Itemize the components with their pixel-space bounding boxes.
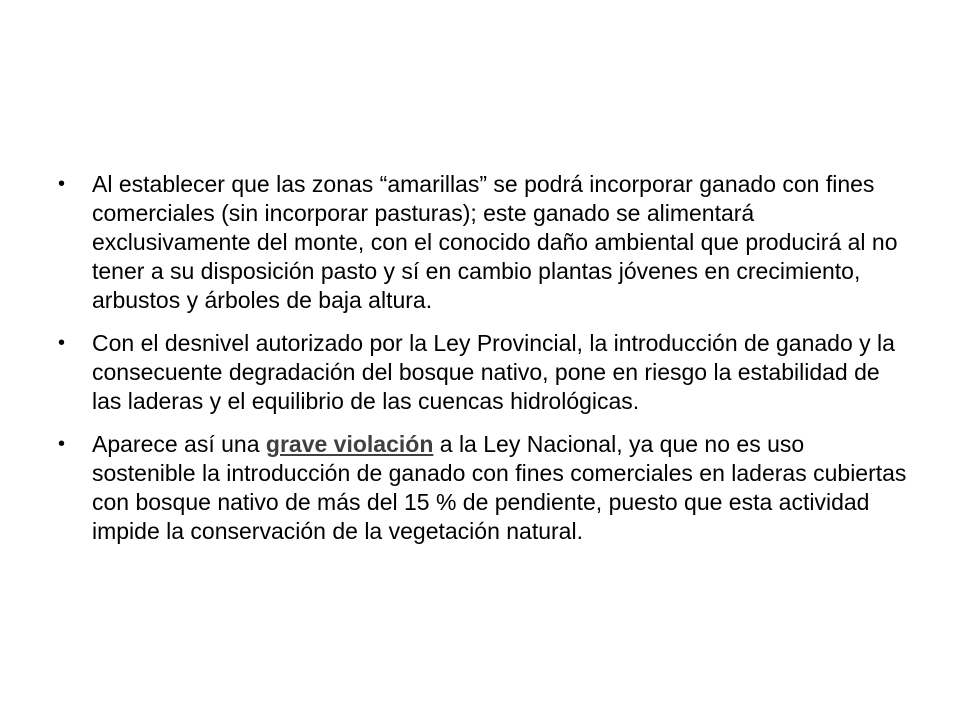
bullet-list	[58, 170, 908, 546]
bullet-icon: •	[58, 332, 66, 354]
bullet-item	[58, 329, 908, 416]
bullet-icon: •	[58, 173, 66, 195]
bullet-item	[58, 430, 908, 546]
slide-body	[58, 170, 908, 560]
bullet-text: Al establecer que las zonas “amarillas” se podrá incorporar ganado con fines comerciales (sin incorporar pasturas); este ganado se alimentará exclusivamente del monte, con el conocido daño ambiental que producirá al no tener a su disposición pasto y sí en cambio plantas jóvenes en crecimiento, arbustos y árboles de baja altura.	[92, 171, 898, 313]
bullet-item	[58, 170, 908, 315]
bullet-text-after: a la Ley Nacional, ya que no es uso sostenible la introducción de ganado con fines comerciales en laderas cubiertas con bosque nativo de más del 15 % de pendiente, puesto que esta actividad impide la conservación de la vegetación natural.	[92, 431, 907, 544]
emphasized-phrase: grave violación	[265, 431, 434, 457]
bullet-text-before: Aparece así una	[92, 431, 266, 457]
bullet-icon: •	[58, 433, 66, 455]
bullet-text: Con el desnivel autorizado por la Ley Provincial, la introducción de ganado y la consecuente degradación del bosque nativo, pone en riesgo la estabilidad de las laderas y el equilibrio de las cuencas hidrológicas.	[92, 330, 895, 414]
